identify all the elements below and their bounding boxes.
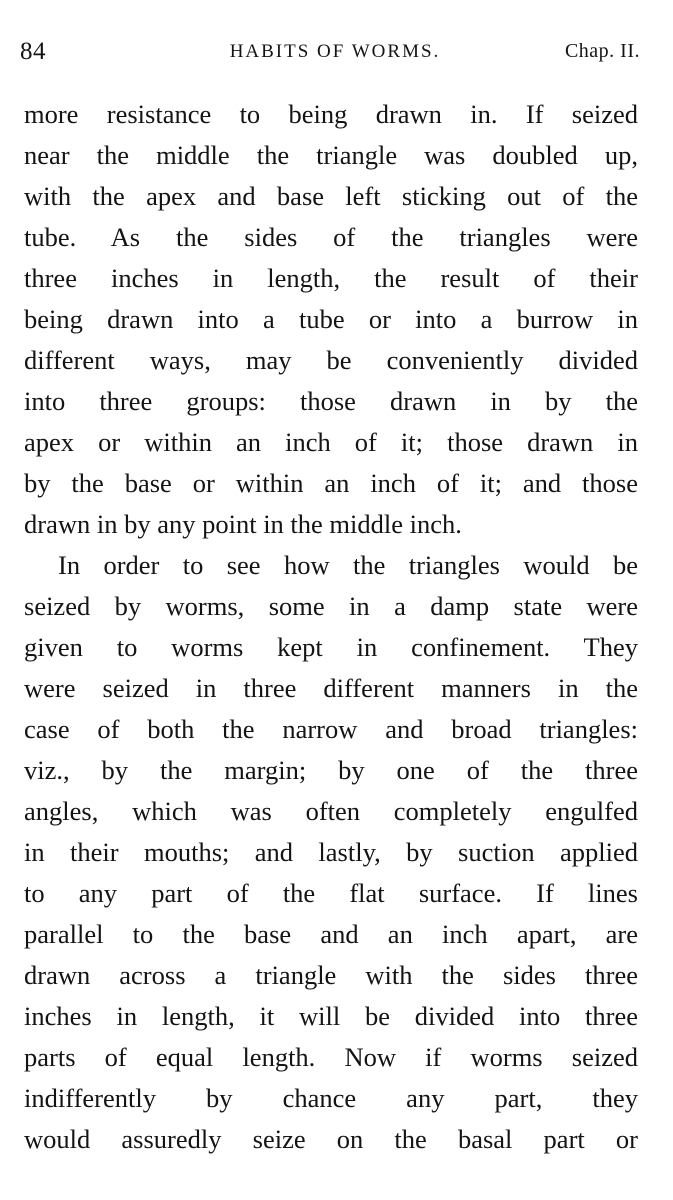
text-line: different ways, may be conveniently divided	[24, 345, 638, 375]
text-line: indifferently by chance any part, they	[24, 1083, 638, 1113]
text-line: drawn across a triangle with the sides three	[24, 960, 638, 990]
text-line: in their mouths; and lastly, by suction applied	[24, 837, 638, 867]
text-line: more resistance to being drawn in. If seized	[24, 99, 638, 129]
text-line: apex or within an inch of it; those drawn in	[24, 427, 638, 457]
chapter-label: Chap. II.	[564, 40, 640, 62]
text-line: angles, which was often completely engulfed	[24, 796, 638, 826]
running-head	[20, 38, 640, 68]
text-line: parts of equal length. Now if worms seized	[24, 1042, 638, 1072]
text-line: near the middle the triangle was doubled up,	[24, 140, 638, 170]
text-line: were seized in three different manners in the	[24, 673, 638, 703]
text-line: case of both the narrow and broad triangles:	[24, 714, 638, 744]
text-line: by the base or within an inch of it; and those	[24, 468, 638, 498]
paragraph-start-line: In order to see how the triangles would be	[58, 550, 638, 580]
text-line: to any part of the flat surface. If lines	[24, 878, 638, 908]
text-line: being drawn into a tube or into a burrow in	[24, 304, 638, 334]
text-line: seized by worms, some in a damp state were	[24, 591, 638, 621]
text-line: parallel to the base and an inch apart, are	[24, 919, 638, 949]
text-line: into three groups: those drawn in by the	[24, 386, 638, 416]
text-line: viz., by the margin; by one of the three	[24, 755, 638, 785]
text-line: with the apex and base left sticking out of the	[24, 181, 638, 211]
text-line: would assuredly seize on the basal part or	[24, 1124, 638, 1154]
page-number: 84	[20, 38, 46, 65]
body-text	[24, 94, 638, 1160]
text-line: given to worms kept in confinement. They	[24, 632, 638, 662]
text-line: three inches in length, the result of their	[24, 263, 638, 293]
text-line: tube. As the sides of the triangles were	[24, 222, 638, 252]
text-line: inches in length, it will be divided into three	[24, 1001, 638, 1031]
paragraph-end-line: drawn in by any point in the middle inch.	[24, 509, 462, 539]
running-title: HABITS OF WORMS.	[229, 41, 441, 62]
